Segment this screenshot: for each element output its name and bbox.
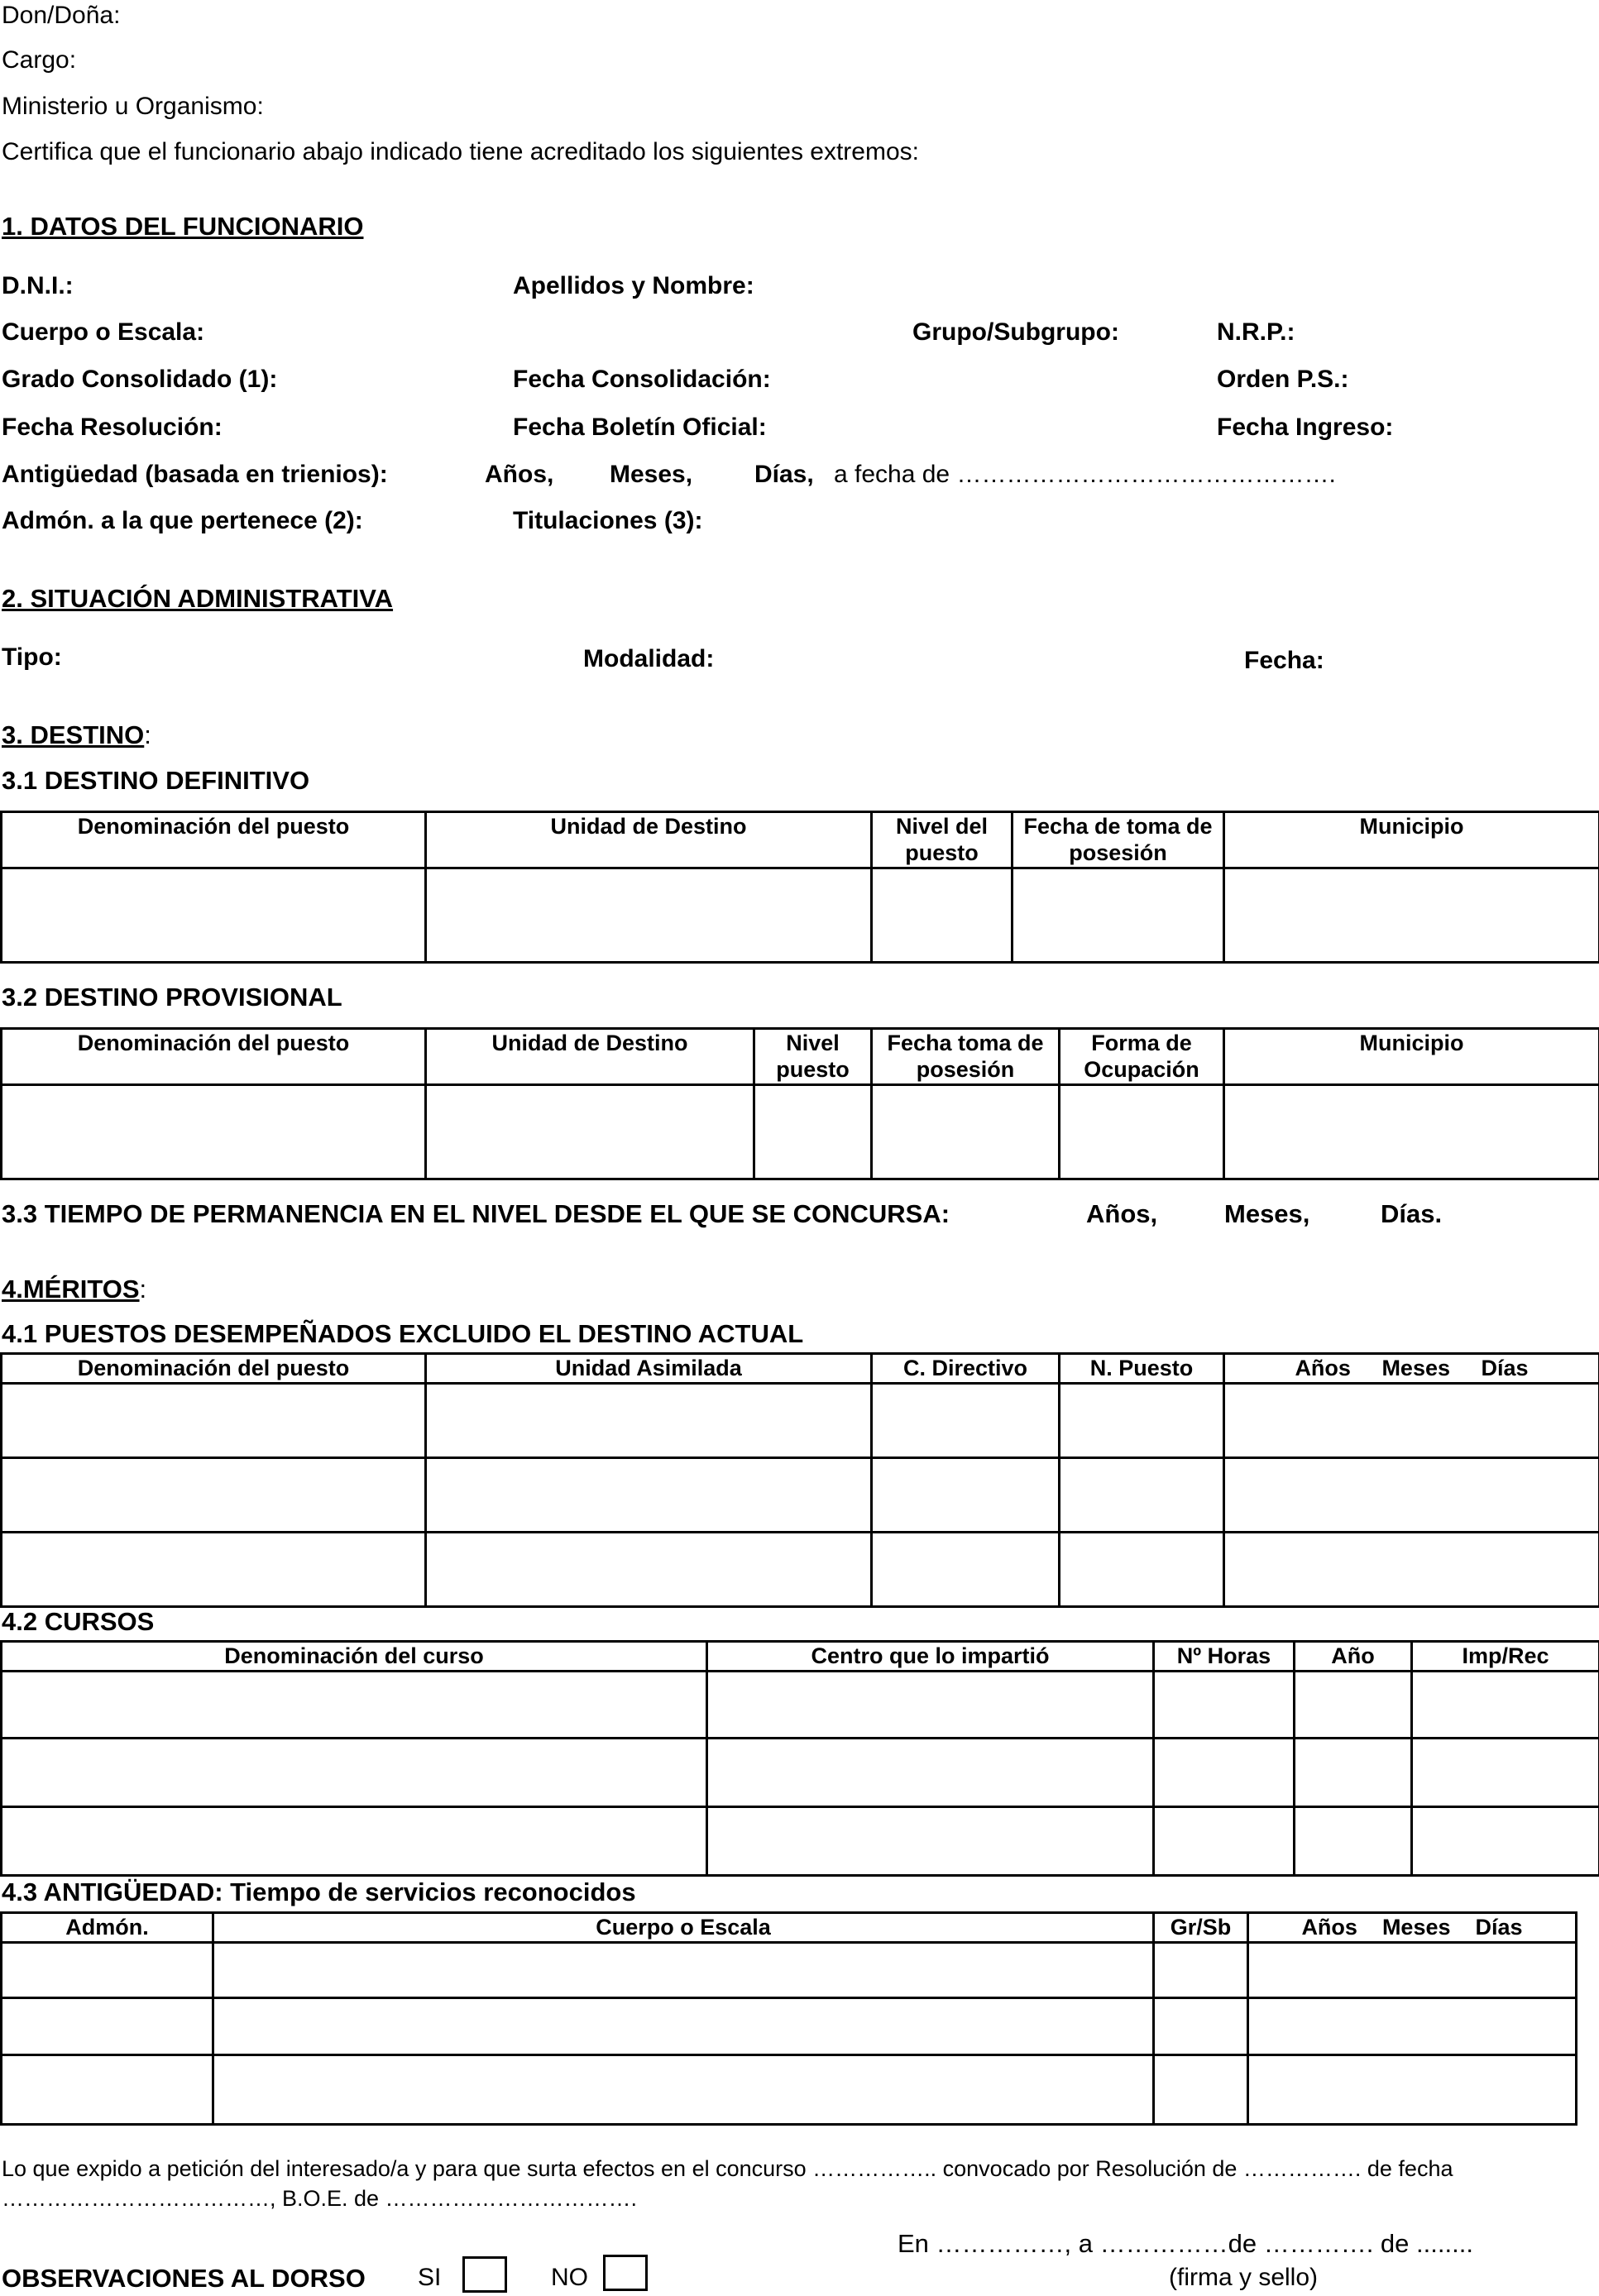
table-cell[interactable] [1154,1807,1295,1876]
table-cell[interactable] [1154,2055,1248,2125]
table-cell[interactable] [426,1458,872,1533]
table-row [2,1458,1599,1533]
lugar-fecha-line: En ……………, a ……………de …………. de ........ [898,2229,1473,2258]
expido-text-line1: Lo que expido a petición del interesado/a y para que surta efectos en el concurso …………….. convocado por Resolución de ……………. de fecha [2,2156,1453,2181]
apellidos-label: Apellidos y Nombre: [513,272,754,299]
table-cell[interactable] [1295,1807,1412,1876]
section-3-2-title: 3.2 DESTINO PROVISIONAL [2,983,342,1012]
antiguedad-dias-label: Días, [754,461,814,488]
section-3-title: 3. DESTINO: [2,720,151,749]
section-4-1-title: 4.1 PUESTOS DESEMPEÑADOS EXCLUIDO EL DESTINO ACTUAL [2,1319,804,1348]
table-cell[interactable] [426,1084,754,1179]
grado-label: Grado Consolidado (1): [2,366,278,393]
col-header: Centro que lo impartió [707,1642,1154,1672]
tipo-label: Tipo: [2,643,62,671]
table-cell[interactable] [1060,1533,1224,1607]
table-cell[interactable] [872,1384,1060,1458]
col-header: Fecha de toma de posesión [1013,812,1224,868]
fecha-ingreso-label: Fecha Ingreso: [1217,414,1394,441]
orden-ps-label: Orden P.S.: [1217,366,1349,393]
table-cell[interactable] [1154,1739,1295,1807]
col-header: C. Directivo [872,1354,1060,1384]
table-cell[interactable] [426,868,872,962]
dni-label: D.N.I.: [2,272,74,299]
section-1-title: 1. DATOS DEL FUNCIONARIO [2,212,364,241]
modalidad-label: Modalidad: [583,645,715,672]
table-cell[interactable] [1248,2055,1577,2125]
table-cell[interactable] [872,868,1013,962]
table-cell[interactable] [426,1533,872,1607]
cargo-label: Cargo: [2,46,77,74]
table-cell[interactable] [872,1533,1060,1607]
table-cell[interactable] [213,1943,1154,1998]
col-header: Admón. [2,1913,213,1943]
table-cell[interactable] [2,1533,426,1607]
table-row [2,1807,1599,1876]
col-header: Cuerpo o Escala [213,1913,1154,1943]
col-header: Fecha toma de posesión [872,1029,1060,1085]
table-cell[interactable] [1013,868,1224,962]
col-header: Municipio [1224,1029,1599,1085]
table-row [2,1384,1599,1458]
antiguedad-meses-label: Meses, [610,461,693,488]
table-cell[interactable] [2,1807,707,1876]
don-dona-label: Don/Doña: [2,2,121,29]
destino-provisional-table [0,1027,1599,1180]
situacion-fecha-label: Fecha: [1244,647,1324,674]
table-cell[interactable] [2,868,426,962]
table-cell[interactable] [1224,868,1599,962]
section-2-title: 2. SITUACIÓN ADMINISTRATIVA [2,584,394,613]
firma-sello-label: (firma y sello) [1169,2264,1319,2291]
table-cell[interactable] [2,2055,213,2125]
table-cell[interactable] [1248,1943,1577,1998]
table-cell[interactable] [1060,1458,1224,1533]
grupo-label: Grupo/Subgrupo: [912,318,1119,346]
table-cell[interactable] [2,1943,213,1998]
table-cell[interactable] [2,1998,213,2055]
table-cell[interactable] [1224,1084,1599,1179]
no-checkbox[interactable] [603,2255,648,2291]
antiguedad-table [0,1911,1577,2126]
table-row [2,1739,1599,1807]
section-4-3-title: 4.3 ANTIGÜEDAD: Tiempo de servicios reconocidos [2,1877,636,1906]
table-cell[interactable] [1060,1084,1224,1179]
table-cell[interactable] [1295,1672,1412,1739]
destino-definitivo-table [0,811,1599,964]
table-cell[interactable] [2,1739,707,1807]
table-cell[interactable] [1412,1739,1599,1807]
section-4-title: 4.MÉRITOS: [2,1275,147,1303]
no-label: NO [551,2264,588,2291]
table-cell[interactable] [213,1998,1154,2055]
section-4-2-title: 4.2 CURSOS [2,1607,155,1636]
cursos-table [0,1640,1599,1877]
col-header: Unidad Asimilada [426,1354,872,1384]
table-cell[interactable] [1224,1384,1599,1458]
table-row [2,2055,1577,2125]
table-cell[interactable] [872,1458,1060,1533]
puestos-desempenados-table [0,1352,1599,1608]
table-cell[interactable] [1154,1998,1248,2055]
table-cell[interactable] [1154,1672,1295,1739]
col-header: Denominación del puesto [2,1354,426,1384]
col-header: Nivel puesto [754,1029,872,1085]
section-3-3-title: 3.3 TIEMPO DE PERMANENCIA EN EL NIVEL DESDE EL QUE SE CONCURSA: [2,1199,950,1228]
table-cell[interactable] [213,2055,1154,2125]
ministerio-label: Ministerio u Organismo: [2,93,264,120]
col-header: N. Puesto [1060,1354,1224,1384]
table-cell[interactable] [426,1384,872,1458]
expido-text-line2: ………………………………, B.O.E. de ……………………………. [2,2186,638,2211]
col-header: Municipio [1224,812,1599,868]
col-header: Forma de Ocupación [1060,1029,1224,1085]
table-cell[interactable] [707,1672,1154,1739]
fecha-boletin-label: Fecha Boletín Oficial: [513,414,767,441]
col-header: Denominación del puesto [2,1029,426,1085]
col-header: Denominación del puesto [2,812,426,868]
observaciones-label: OBSERVACIONES AL DORSO [2,2264,366,2293]
antiguedad-fecha-text: a fecha de ………………………………………. [834,461,1336,488]
table-cell[interactable] [872,1084,1060,1179]
table-row [2,1533,1599,1607]
table-cell[interactable] [1248,1998,1577,2055]
col-header: Denominación del curso [2,1642,707,1672]
table-cell[interactable] [2,1672,707,1739]
admon-label: Admón. a la que pertenece (2): [2,507,363,534]
table-cell[interactable] [2,1458,426,1533]
col-header: Nivel del puesto [872,812,1013,868]
col-header: Nº Horas [1154,1642,1295,1672]
section-3-1-title: 3.1 DESTINO DEFINITIVO [2,766,310,795]
col-header: Años Meses Días [1224,1354,1599,1384]
table-cell[interactable] [707,1807,1154,1876]
table-cell[interactable] [1412,1672,1599,1739]
table-cell[interactable] [2,1384,426,1458]
si-label: SI [418,2264,442,2291]
titulaciones-label: Titulaciones (3): [513,507,703,534]
antiguedad-anos-label: Años, [485,461,554,488]
col-header: Unidad de Destino [426,812,872,868]
col-header: Gr/Sb [1154,1913,1248,1943]
table-row [2,1943,1577,1998]
fecha-resolucion-label: Fecha Resolución: [2,414,223,441]
table-cell[interactable] [1154,1943,1248,1998]
table-row [2,1998,1577,2055]
table-cell[interactable] [754,1084,872,1179]
col-header: Año [1295,1642,1412,1672]
col-header: Años Meses Días [1248,1913,1577,1943]
table-cell[interactable] [1295,1739,1412,1807]
table-cell[interactable] [2,1084,426,1179]
table-cell[interactable] [1060,1384,1224,1458]
permanencia-dias-label: Días. [1381,1199,1443,1228]
si-checkbox[interactable] [462,2256,507,2293]
table-cell[interactable] [1224,1533,1599,1607]
cuerpo-label: Cuerpo o Escala: [2,318,205,346]
table-cell[interactable] [1224,1458,1599,1533]
antiguedad-label: Antigüedad (basada en trienios): [2,461,388,488]
col-header: Unidad de Destino [426,1029,754,1085]
certifica-text: Certifica que el funcionario abajo indicado tiene acreditado los siguientes extremos: [2,138,919,165]
fecha-consolidacion-label: Fecha Consolidación: [513,366,771,393]
col-header: Imp/Rec [1412,1642,1599,1672]
permanencia-meses-label: Meses, [1224,1199,1310,1228]
permanencia-anos-label: Años, [1086,1199,1158,1228]
table-cell[interactable] [1412,1807,1599,1876]
table-cell[interactable] [707,1739,1154,1807]
table-row [2,1672,1599,1739]
nrp-label: N.R.P.: [1217,318,1295,346]
